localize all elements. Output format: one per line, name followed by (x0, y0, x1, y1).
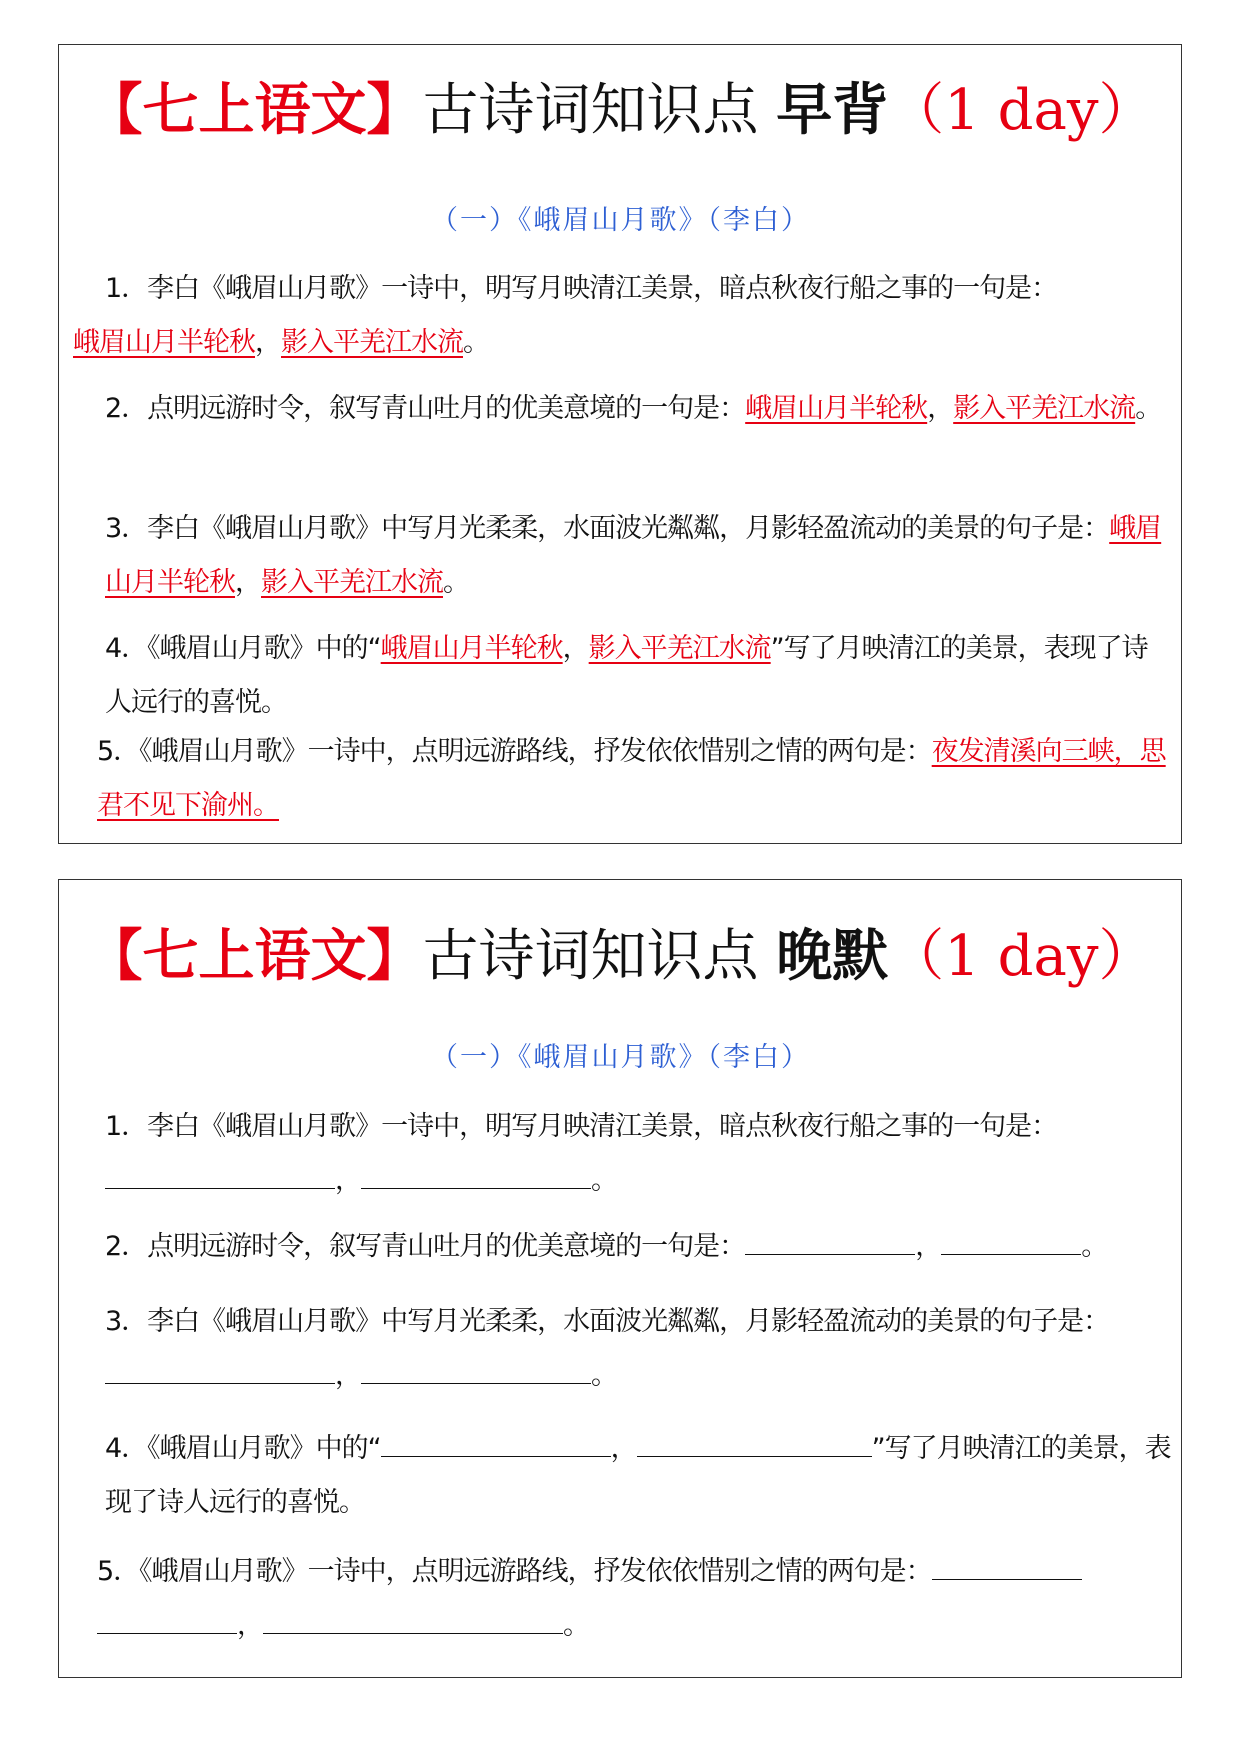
question-text: 2．点明远游时令，叙写青山吐月的优美意境的一句是： (105, 1231, 746, 1262)
answer-blank[interactable] (637, 1426, 872, 1457)
morning-item-4 (73, 622, 1171, 730)
question-text: 3．李白《峨眉山月歌》中写月光柔柔，水面波光粼粼，月影轻盈流动的美景的句子是： (105, 513, 1110, 544)
ending: 。 (591, 1165, 617, 1196)
ending: 。 (463, 327, 489, 358)
evening-item-2 (73, 1220, 1171, 1274)
answer-1: 夜发清溪向三峡，思君不见下渝州。 (97, 736, 1166, 821)
answer-blank[interactable] (932, 1549, 1082, 1580)
answer-blank[interactable] (105, 1158, 335, 1189)
answer-1: 峨眉山月半轮秋 (745, 393, 928, 424)
separator: ， (237, 1610, 263, 1641)
answer-1: 峨眉山月半轮秋 (105, 513, 1162, 598)
answer-blank[interactable] (263, 1603, 563, 1634)
ending: ”写了月映清江的美景，表现了诗人远行的喜悦。 (105, 1433, 1171, 1518)
evening-item-4 (73, 1422, 1171, 1530)
separator: ， (255, 327, 281, 358)
answer-2: 影入平羌江水流 (261, 567, 443, 598)
ending: 。 (563, 1610, 589, 1641)
question-text: 4．《峨眉山月歌》中的“ (105, 1433, 381, 1464)
evening-title (0, 920, 1241, 993)
separator: ， (335, 1165, 361, 1196)
morning-title (0, 74, 1241, 147)
ending: 。 (443, 567, 469, 598)
answer-2: 影入平羌江水流 (281, 327, 463, 358)
morning-item-2 (73, 382, 1171, 436)
title-main: 古诗词知识点 (422, 78, 759, 143)
evening-item-1 (73, 1100, 1171, 1208)
ending: 。 (1135, 393, 1162, 424)
answer-blank[interactable] (941, 1224, 1081, 1255)
answer-2: 影入平羌江水流 (953, 393, 1136, 424)
answer-blank[interactable] (745, 1224, 915, 1255)
evening-subtitle: （一）《峨眉山月歌》（李白） (431, 1042, 810, 1073)
separator: ， (335, 1360, 361, 1391)
answer-blank[interactable] (361, 1158, 591, 1189)
separator: ， (562, 633, 589, 664)
title-day: （1 day） (888, 924, 1155, 989)
morning-item-3 (73, 502, 1171, 610)
title-bracket: 【七上语文】 (86, 77, 423, 143)
question-text: 1．李白《峨眉山月歌》一诗中，明写月映清江美景，暗点秋夜行船之事的一句是： (105, 1111, 1058, 1142)
title-bracket: 【七上语文】 (86, 923, 423, 989)
answer-blank[interactable] (97, 1603, 237, 1634)
answer-blank[interactable] (105, 1353, 335, 1384)
separator: ， (610, 1433, 637, 1464)
title-mode: 晚默 (776, 923, 889, 989)
answer-blank[interactable] (381, 1426, 611, 1457)
answer-1: 峨眉山月半轮秋 (380, 633, 563, 664)
answer-1: 峨眉山月半轮秋 (73, 327, 255, 358)
separator: ， (915, 1231, 942, 1262)
morning-item-5 (97, 725, 1167, 833)
question-text: 1．李白《峨眉山月歌》一诗中，明写月映清江美景，暗点秋夜行船之事的一句是： (105, 273, 1058, 304)
answer-blank[interactable] (361, 1353, 591, 1384)
ending: 。 (591, 1360, 617, 1391)
separator: ， (927, 393, 954, 424)
answer-2: 影入平羌江水流 (588, 633, 771, 664)
title-day: （1 day） (888, 78, 1155, 143)
title-main: 古诗词知识点 (422, 924, 759, 989)
evening-item-5 (97, 1545, 1167, 1653)
evening-item-3 (73, 1295, 1171, 1403)
question-text: 2．点明远游时令，叙写青山吐月的优美意境的一句是： (105, 393, 746, 424)
title-mode: 早背 (776, 77, 889, 143)
separator: ， (235, 567, 261, 598)
morning-item-1 (73, 262, 1171, 370)
question-text: 5．《峨眉山月歌》一诗中，点明远游路线，抒发依依惜别之情的两句是： (97, 736, 932, 767)
ending: 。 (1081, 1231, 1108, 1262)
question-text: 4．《峨眉山月歌》中的“ (105, 633, 381, 664)
morning-subtitle: （一）《峨眉山月歌》（李白） (431, 205, 810, 236)
question-text: 3．李白《峨眉山月歌》中写月光柔柔，水面波光粼粼，月影轻盈流动的美景的句子是： (105, 1306, 1110, 1337)
ending: ”写了月映清江的美景，表现了诗 人远行的喜悦。 (105, 633, 1148, 718)
question-text: 5．《峨眉山月歌》一诗中，点明远游路线，抒发依依惜别之情的两句是： (97, 1556, 932, 1587)
